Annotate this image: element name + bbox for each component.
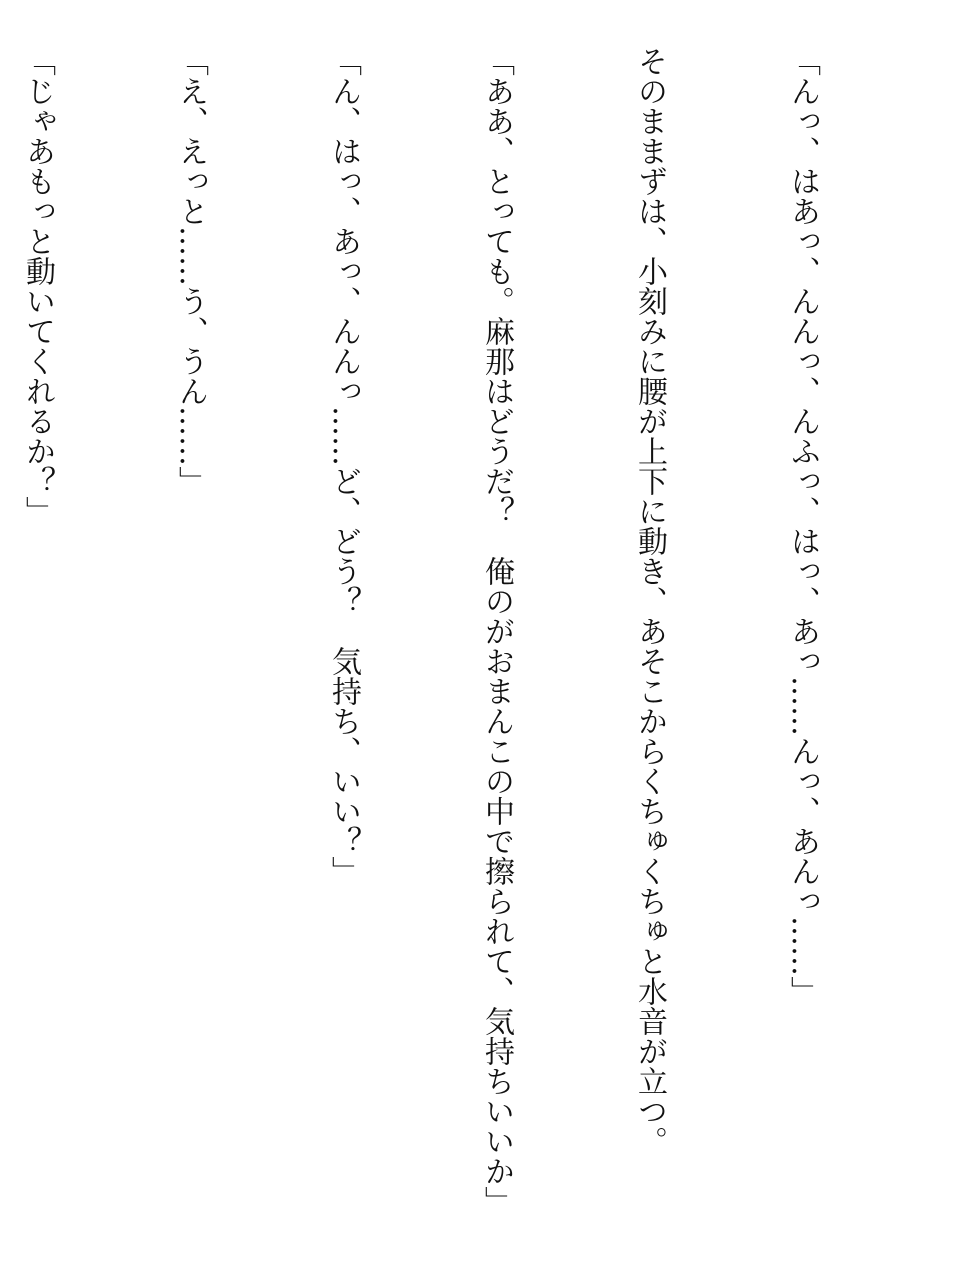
text-line-4: 「ん、はっ、あっ、んんっ……ど、どう？ 気持ち、いい？」 — [326, 46, 361, 886]
text-line-5: 「え、えっと……う、うん……」 — [173, 46, 208, 496]
text-line-6: 「じゃあもっと動いてくれるか？」 — [20, 46, 55, 526]
vertical-text-block — [20, 46, 930, 1246]
text-line-3: 「ああ、とっても。麻那はどうだ？ 俺のがおまんこの中で擦られて、気持ちいいか」 — [479, 46, 514, 1216]
text-line-2: そのままずは、小刻みに腰が上下に動き、あそこからくちゅくちゅと水音が立つ。 — [632, 46, 667, 1156]
text-line-1: 「んっ、はあっ、んんっ、んふっ、はっ、あっ……んっ、あんっ……」 — [785, 46, 820, 1006]
